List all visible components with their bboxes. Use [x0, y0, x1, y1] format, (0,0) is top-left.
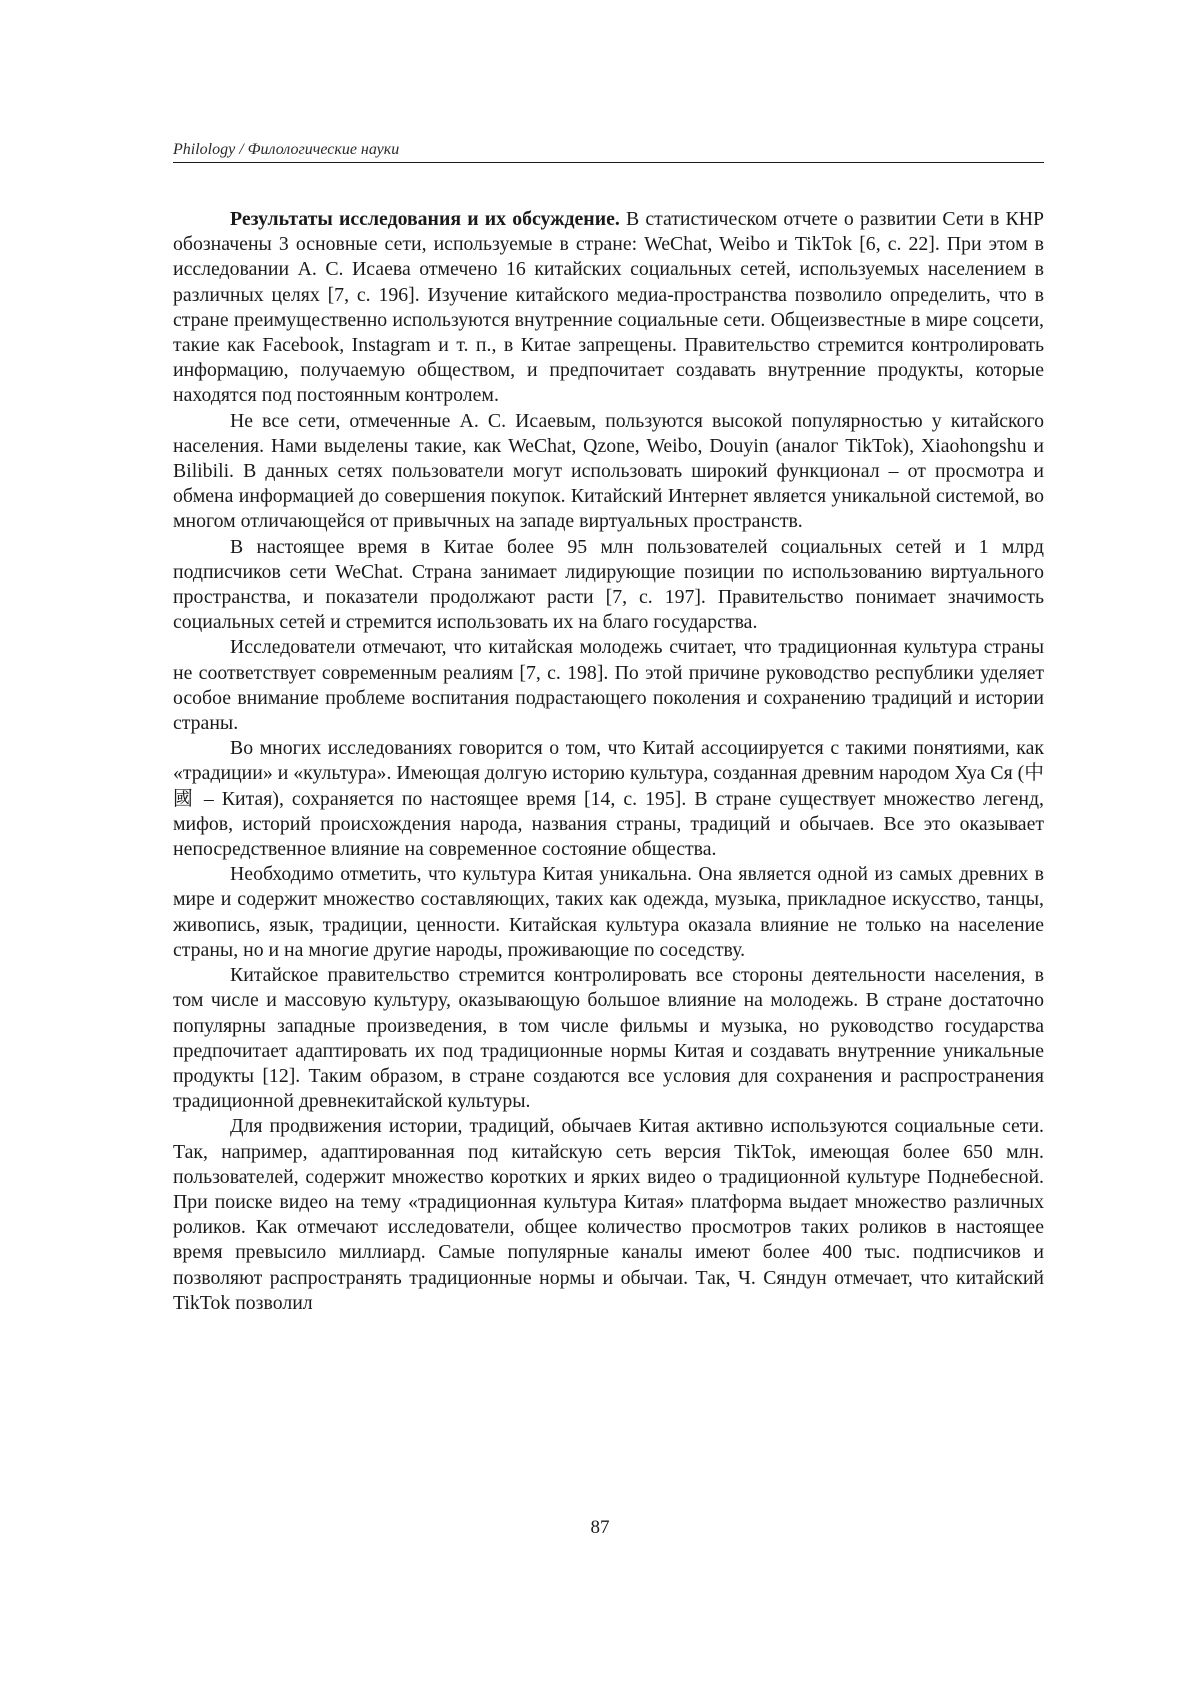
paragraph-6: Необходимо отметить, что культура Китая уникальна. Она является одной из самых древних в мире и содержит множество составляющих, таких как одежда, музыка, прикладное искусство, танцы, живопись, язык, традиции, ценности. Китайская культура оказала влияние не только на население страны, но и на многие другие народы, проживающие по соседству.: [173, 863, 1044, 961]
paragraph-3: В настоящее время в Китае более 95 млн пользователей социальных сетей и 1 млрд подписчиков сети WeChat. Страна занимает лидирующие позиции по использованию виртуального пространства, и показатели продолжают расти [7, с. 197]. Правительство понимает значимость социальных сетей и стремится использовать их на благо государства.: [173, 535, 1044, 634]
running-title: Philology / Филологические науки: [173, 141, 400, 158]
paragraph-1-text: В статистическом отчете о развитии Сети в КНР обозначены 3 основные сети, используемые в стране: WeChat, Weibo и TikTok [6, с. 22]. При этом в исследовании А. С. Исаева отмечено 16 китайских социальных сетей, используемых населением в различных целях [7, с. 196]. Изучение китайского медиа-пространства позволило определить, что в стране преимущественно используются внутренние социальные сети. Общеизвестные в мире соцсети, такие как Facebook, Instagram и т. п., в Китае запрещены. Правительство стремится контролировать информацию, получаемую обществом, и предпочитает создавать внутренние продукты, которые находятся под постоянным контролем.: [173, 208, 1044, 407]
paragraph-5: Во многих исследованиях говорится о том, что Китай ассоциируется с такими понятиями, как «традиции» и «культура». Имеющая долгую историю культура, созданная древним народом Хуа Ся (中國 – Китая), сохраняется по настоящее время [14, с. 195]. В стране существует множество легенд, мифов, историй происхождения народа, названия страны, традиций и обычаев. Все это оказывает непосредственное влияние на современное состояние общества.: [173, 737, 1045, 861]
body-text: [173, 207, 1044, 1316]
paragraph-8: Для продвижения истории, традиций, обычаев Китая активно используются социальные сети. Так, например, адаптированная под китайскую сеть версия TikTok, имеющая более 650 млн. пользователей, содержит множество коротких и ярких видео о традиционной культуре Поднебесной. При поиске видео на тему «традиционная культура Китая» платформа выдает множество различных роликов. Как отмечают исследователи, общее количество просмотров таких роликов в настоящее время превысило миллиард. Самые популярные каналы имеют более 400 тыс. подписчиков и позволяют распространять традиционные нормы и обычаи. Так, Ч. Сяндун отмечает, что китайский TikTok позволил: [173, 1115, 1044, 1314]
running-header: [173, 140, 1044, 163]
paragraph-7: Китайское правительство стремится контролировать все стороны деятельности населения, в том числе и массовую культуру, оказывающую большое влияние на молодежь. В стране достаточно популярны западные произведения, в том числе фильмы и музыка, но руководство государства предпочитает адаптировать их под традиционные нормы Китая и создавать внутренние уникальные продукты [12]. Таким образом, в стране создаются все условия для сохранения и распространения традиционной древнекитайской культуры.: [173, 964, 1044, 1113]
paragraph-4: Исследователи отмечают, что китайская молодежь считает, что традиционная культура страны не соответствует современным реалиям [7, с. 198]. По этой причине руководство республики уделяет особое внимание проблеме воспитания подрастающего поколения и сохранению традиций и истории страны.: [173, 636, 1044, 735]
section-lead: Результаты исследования и их обсуждение.: [230, 208, 620, 230]
paragraph-1: [173, 207, 1044, 409]
page-number: 87: [590, 1517, 610, 1538]
paragraph-2: Не все сети, отмеченные А. С. Исаевым, пользуются высокой популярностью у китайского населения. Нами выделены такие, как WeChat, Qzone, Weibo, Douyin (аналог TikTok), Xiaohongshu и Bilibili. В данных сетях пользователи могут использовать широкий функционал – от просмотра и обмена информацией до совершения покупок. Китайский Интернет является уникальной системой, во многом отличающейся от привычных на западе виртуальных пространств.: [173, 409, 1044, 533]
